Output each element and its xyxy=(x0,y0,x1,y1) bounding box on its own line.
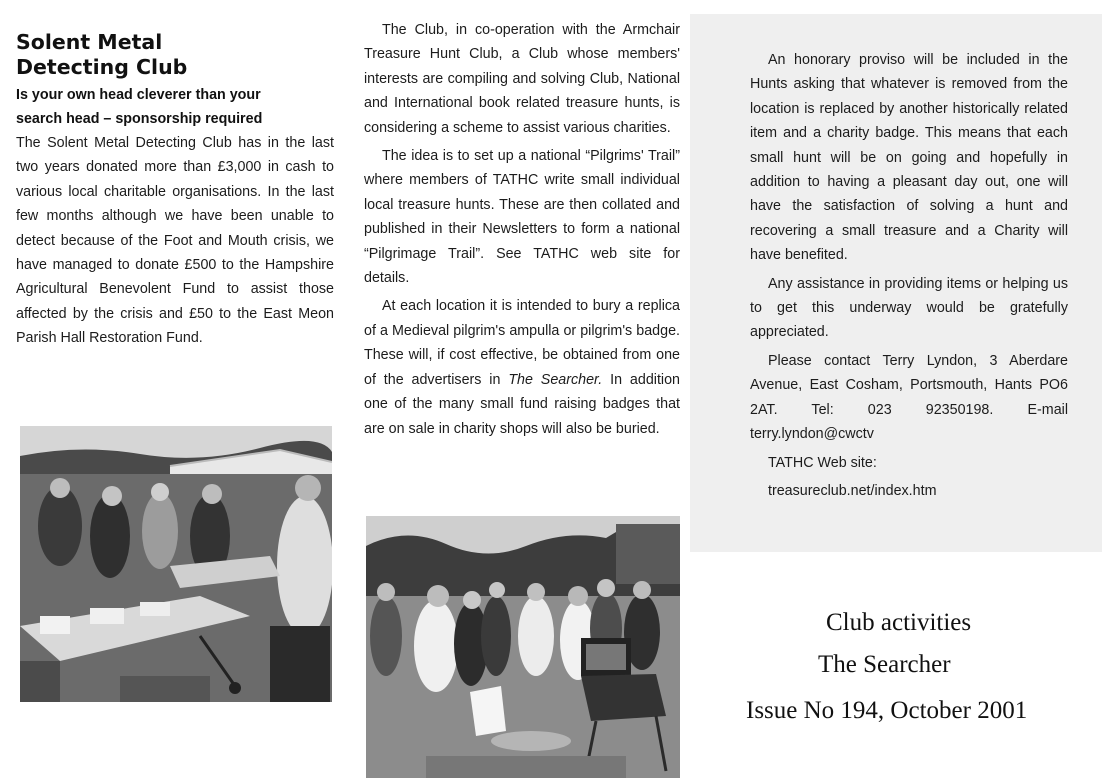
stall-photo xyxy=(20,426,332,702)
subtitle-line-1: Is your own head cleverer than your xyxy=(16,87,261,103)
proviso-paragraph: An honorary proviso will be included in the Hunts asking that whatever is removed from the location is replaced by another historically related item and a charity badge. This means that each small hunt will be on going and hopefully in addition to having a pleasant day out, one will have the satisfaction of solving a hunt and recovering a small treasure and a Charity will have benefited. xyxy=(750,52,1068,264)
title-line-1: Solent Metal xyxy=(16,30,163,54)
web-site-label: TATHC Web site: xyxy=(768,454,877,471)
donations-paragraph: The Solent Metal Detecting Club has in the last two years donated more than £3,000 in cash to various local charitable organisations. In the last few months although we have been unable to detect because of the Foot and Mouth crisis, we have managed to donate £500 to the Hampshire Agricultural Benevolent Fund to assist those affected by the crisis and £50 to the East Meon Parish Hall Restoration Fund. xyxy=(16,135,334,347)
caption-publication: The Searcher xyxy=(818,651,951,678)
title-line-2: Detecting Club xyxy=(16,55,188,79)
pilgrims-trail-paragraph: The idea is to set up a national “Pilgrims' Trail” where members of TATHC write small individual local treasure hunts. These are then collated and published in their Newsletters to form a national “Pilgrimage Trail”. See TATHC web site for details. xyxy=(364,148,680,287)
article-title xyxy=(16,30,334,80)
replica-text-start: At each location it is intended to bury a replica of a Medieval pilgrim's ampulla or pilgrim's badge. These will, if cost effective, be obtained from one of the advertisers in xyxy=(364,298,680,388)
contact-paragraph: Please contact Terry Lyndon, 3 Aberdare Avenue, East Cosham, Portsmouth, Hants PO6 2AT. Tel: 023 92350198. E-mail terry.lyndon@cwctv xyxy=(750,352,1068,443)
stall-photo-image xyxy=(20,426,332,702)
article-column-left xyxy=(16,30,334,351)
caption-club-activities: Club activities xyxy=(826,609,972,636)
web-site-url: treasureclub.net/index.htm xyxy=(768,482,937,499)
group-photo xyxy=(366,516,680,778)
assistance-paragraph: Any assistance in providing items or helping us to get this underway would be gratefully appreciated. xyxy=(750,275,1068,341)
caption-issue: Issue No 194, October 2001 xyxy=(746,697,1028,724)
replica-text-end: In addition one of the many small fund raising badges that are on sale in charity shops will also be buried. xyxy=(364,371,680,437)
article-column-middle xyxy=(364,18,680,445)
replica-paragraph xyxy=(364,294,680,440)
article-column-right xyxy=(750,48,1068,507)
cooperation-paragraph: The Club, in co-operation with the Armchair Treasure Hunt Club, a Club whose members' interests are compiling and solving Club, National and International book related treasure hunts, is considering a scheme to assist various charities. xyxy=(364,22,680,136)
searcher-reference: The Searcher. xyxy=(508,371,603,388)
subtitle-line-2: search head – sponsorship required xyxy=(16,111,263,127)
group-photo-image xyxy=(366,516,680,778)
article-subtitle xyxy=(16,83,334,131)
